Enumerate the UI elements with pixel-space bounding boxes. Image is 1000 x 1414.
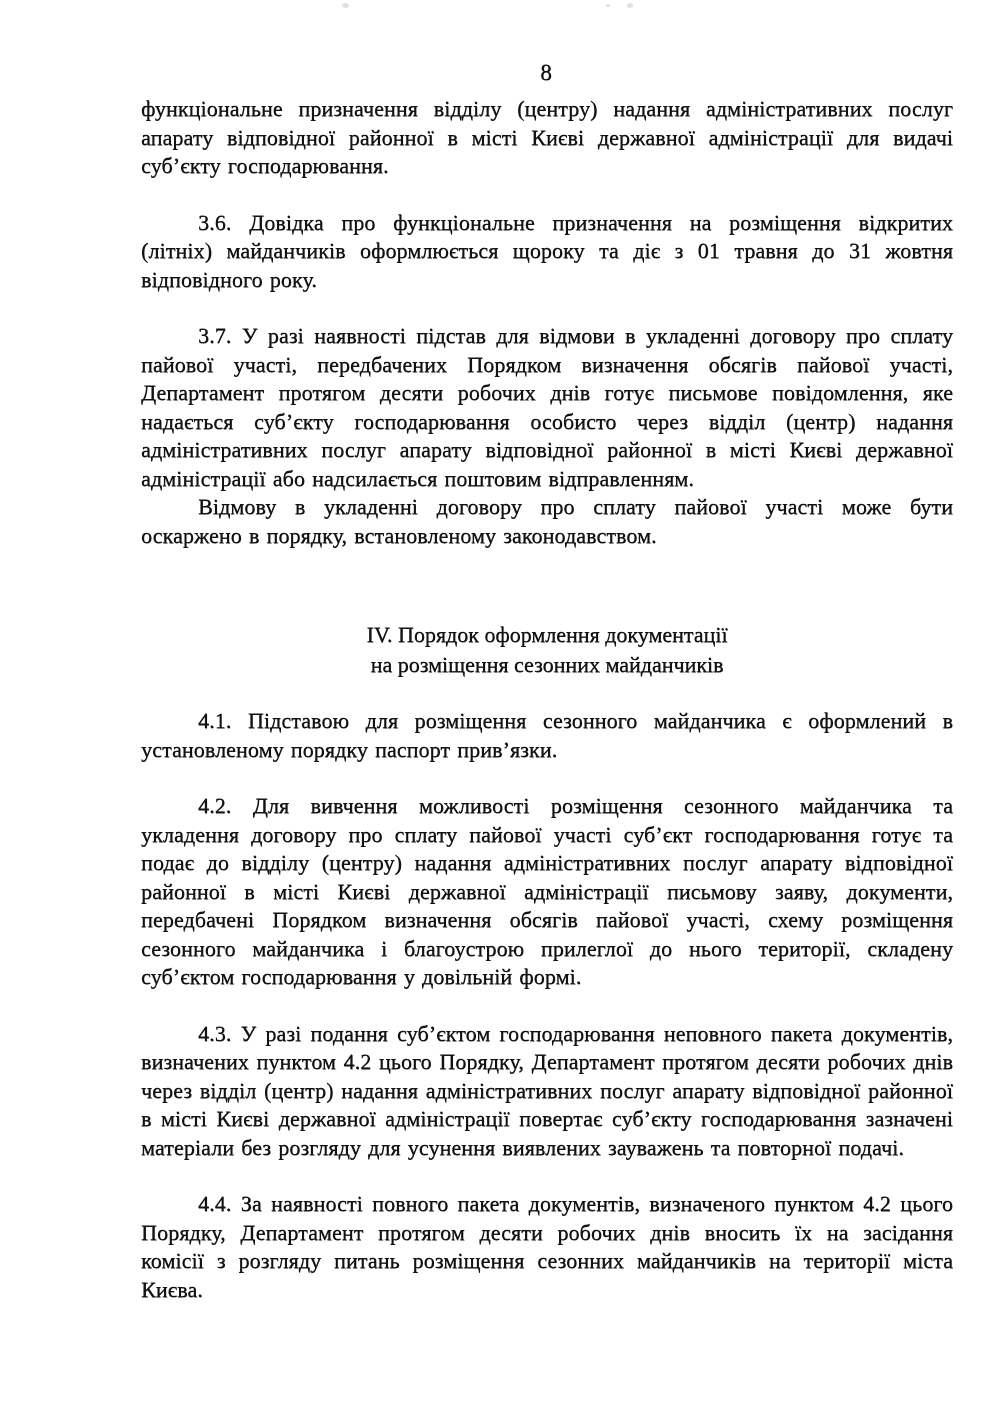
paragraph-clause-3-6: 3.6. Довідка про функціональне призначення на розміщення відкритих (літніх) майданчиків оформлюється щороку та діє з 01 травня до 31 жовтня відповідного року. — [141, 209, 953, 292]
paragraph-clause-4-3: 4.3. У разі подання суб’єктом господарювання неповного пакета документів, визначених пунктом 4.2 цього Порядку, Департамент протягом десяти робочих днів через відділ (центр) надання адміністративних послуг апарату відповідної районної в місті Києві державної адміністрації повертає суб’єкту господарювання зазначені матеріали без розгляду для усунення виявлених зауважень та повторної подачі. — [141, 1020, 953, 1160]
paragraph-clause-3-5-continuation: функціональне призначення відділу (центру) надання адміністративних послуг апарату відповідної районної в місті Києві державної адміністрації для видачі суб’єкту господарювання. — [141, 96, 953, 178]
paragraph-clause-3-7-appeal: Відмову в укладенні договору про сплату пайової участі може бути оскаржено в порядку, встановленому законодавством. — [141, 494, 953, 548]
paragraph-clause-4-4: 4.4. За наявності повного пакета документів, визначеного пунктом 4.2 цього Порядку, Департамент протягом десяти робочих днів вносить їх на засідання комісії з розгляду питань розміщення сезонних майданчиків на території міста Києва. — [141, 1191, 953, 1302]
paragraph-clause-4-1: 4.1. Підставою для розміщення сезонного майданчика є оформлений в установленому порядку паспорт прив’язки. — [141, 708, 953, 762]
paragraph-clause-4-2: 4.2. Для вивчення можливості розміщення сезонного майданчика та укладення договору про сплату пайової участі суб’єкт господарювання готує та подає до відділу (центру) надання адміністративних послуг апарату відповідної районної в місті Києві державної адміністрації письмову заяву, документи, передбачені Порядком визначення обсягів пайової участі, схему розміщення сезонного майданчика і благоустрою прилеглої до нього території, складену суб’єктом господарювання у довільній формі. — [141, 793, 953, 989]
section-iv-heading — [141, 620, 953, 680]
page-number: 8 — [540, 60, 552, 85]
scan-speck — [342, 3, 349, 8]
section-iv-heading-line-2: на розміщення сезонних майданчиків — [370, 652, 724, 677]
section-iv-heading-line-1: IV. Порядок оформлення документації — [366, 622, 728, 647]
scan-speck — [606, 4, 610, 7]
scan-speck — [627, 3, 633, 8]
document-text-block — [141, 95, 953, 1332]
paragraph-clause-3-7: 3.7. У разі наявності підстав для відмови в укладенні договору про сплату пайової участі, передбачених Порядком визначення обсягів пайової участі, Департамент протягом десяти робочих днів готує письмове повідомлення, яке надається суб’єкту господарювання особисто через відділ (центр) надання адміністративних послуг апарату відповідної районної в місті Києві державної адміністрації або надсилається поштовим відправленням. — [141, 323, 953, 491]
